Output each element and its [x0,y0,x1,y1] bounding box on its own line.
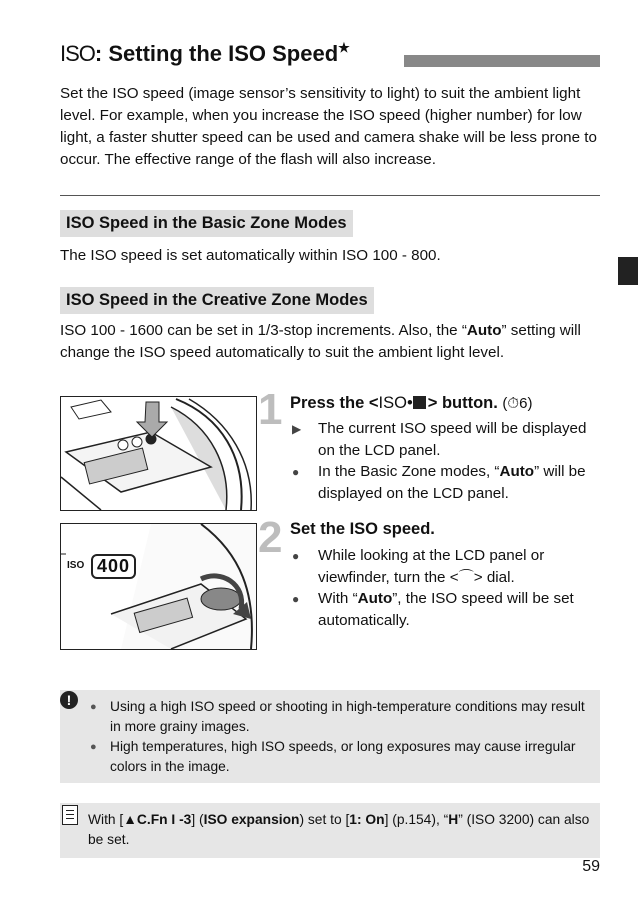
timer-ref: (⏱6) [502,395,533,412]
creative-zone-heading: ISO Speed in the Creative Zone Modes [60,287,374,314]
bullet-dot-icon: ● [90,741,97,753]
page-number: 59 [582,858,600,875]
step-1-title: Press the <ISO• > button. (⏱6) [290,394,533,412]
arrow-icon: ▶ [292,422,302,436]
bullet-dot-icon: ● [292,592,300,606]
camera-top-drawing [61,397,256,510]
chapter-tab [618,257,638,285]
bullet-dot-icon: ● [292,549,300,563]
caution-item: ● High temperatures, high ISO speeds, or long exposures may cause irregular colors in the image. [90,739,576,774]
basic-zone-text: The ISO speed is set automatically within ISO 100 - 800. [60,247,441,264]
intro-paragraph: Set the ISO speed (image sensor’s sensitivity to light) to suit the ambient light level. For example, when you increase the ISO speed (higher number) for low light, a faster shutter speed can be used and camera shake will be less prone to occur. The effective range of the flash will also increase. [60,85,597,168]
camera-illustration-step1 [60,396,257,511]
step-2-number: 2 [258,513,283,562]
page-title: ISO: Setting the ISO Speed★ [60,40,350,66]
lcd-iso-label: ISO [67,560,85,571]
step-1-number: 1 [258,385,283,434]
caution-icon: ! [60,691,78,709]
basic-zone-heading: ISO Speed in the Basic Zone Modes [60,210,353,237]
camera-illustration-step2 [60,523,257,650]
iso-button-icon: ISO• [378,394,413,412]
title-decor-bar [404,55,600,67]
memo-text: With [▲C.Fn I -3] (ISO expansion) set to [1: On] (p.154), “H” (ISO 3200) can also be set. [88,812,590,847]
advanced-star-icon: ★ [338,40,350,55]
divider [60,195,600,196]
memo-icon [62,805,78,825]
caution-item: ● Using a high ISO speed or shooting in high-temperature conditions may result in more grainy images. [90,699,585,734]
step-2-title: Set the ISO speed. [290,520,435,538]
bullet-dot-icon: ● [90,701,97,713]
lcd-iso-value: 400 [91,554,136,579]
iso-icon: ISO [60,41,95,66]
flash-comp-icon [413,396,426,409]
creative-zone-text: ISO 100 - 1600 can be set in 1/3-stop increments. Also, the “Auto” setting will change the ISO speed automatically to suit the ambient light level. [60,322,581,361]
camera-dial-drawing [61,524,256,649]
bullet-dot-icon: ● [292,465,300,479]
main-dial-icon: ⌒ [458,569,474,586]
custom-function-icon: ▲ [123,812,137,827]
